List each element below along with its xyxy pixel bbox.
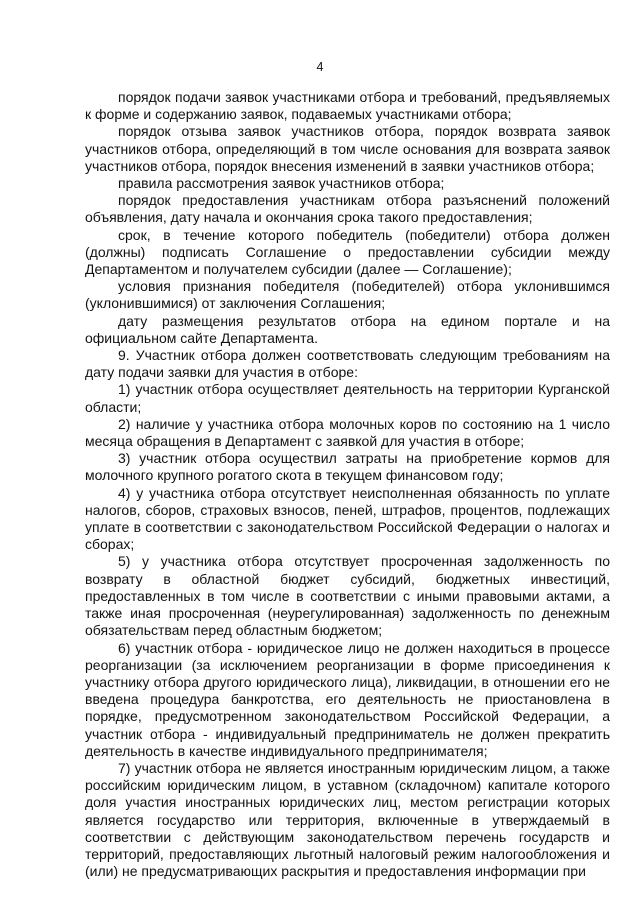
paragraph: правила рассмотрения заявок участников отбора; <box>118 175 445 192</box>
paragraph: 7) участник отбора не является иностранным юридическим лицом, а также российским юридическим лицом, в уставном (складочном) капитале которого доля участия иностранных юридических лиц, местом регистрации которых является государство или территория, включенные в утверждаемый в соответствии с действующим законодательством перечень государств и территорий, предоставляющих льготный налоговый режим налогообложения и (или) не предусматривающих раскрытия и предоставления информации при <box>85 759 610 880</box>
paragraph: 3) участник отбора осуществил затраты на приобретение кормов для молочного крупного рогатого скота в текущем финансовом году; <box>85 450 610 484</box>
page-number: 4 <box>316 60 324 74</box>
paragraph: 9. Участник отбора должен соответствовать следующим требованиям на дату подачи заявки для участия в отборе: <box>85 347 610 381</box>
paragraph: 5) у участника отбора отсутствует просроченная задолженность по возврату в областной бюджет субсидий, бюджетных инвестиций, предоставленных в том числе в соответствии с иными правовыми актами, а также иная просроченная (неурегулированная) задолженность по денежным обязательствам перед областным бюджетом; <box>85 553 610 639</box>
paragraph: срок, в течение которого победитель (победители) отбора должен (должны) подписать Соглашение о предоставлении субсидии между Департаментом и получателем субсидии (далее — Соглашение); <box>85 226 610 278</box>
paragraph: условия признания победителя (победителей) отбора уклонившимся (уклонившимися) от заключения Соглашения; <box>85 278 610 312</box>
document-body <box>85 89 610 880</box>
paragraph: 6) участник отбора - юридическое лицо не должен находиться в процессе реорганизации (за исключением реорганизации в форме присоединения к участнику отбора другого юридического лица), ликвидации, в отношении его не введена процедура банкротства, его деятельность не приостановлена в порядке, предусмотренном законодательством Российской Федерации, а участник отбора - индивидуальный предприниматель не должен прекратить деятельность в качестве индивидуального предпринимателя; <box>85 639 610 759</box>
paragraph: 4) у участника отбора отсутствует неисполненная обязанность по уплате налогов, сборов, страховых взносов, пеней, штрафов, процентов, подлежащих уплате в соответствии с законодательством Российской Федерации о налогах и сборах; <box>85 484 610 553</box>
paragraph: 1) участник отбора осуществляет деятельность на территории Курганской области; <box>85 381 610 415</box>
paragraph: порядок отзыва заявок участников отбора, порядок возврата заявок участников отбора, определяющий в том числе основания для возврата заявок участников отбора, порядок внесения изменений в заявки участников отбора; <box>85 123 610 174</box>
paragraph: дату размещения результатов отбора на едином портале и на официальном сайте Департамента. <box>85 312 610 346</box>
paragraph: порядок подачи заявок участниками отбора и требований, предъявляемых к форме и содержанию заявок, подаваемых участниками отбора; <box>85 89 610 123</box>
paragraph: 2) наличие у участника отбора молочных коров по состоянию на 1 число месяца обращения в Департамент с заявкой для участия в отборе; <box>85 415 610 450</box>
paragraph: порядок предоставления участникам отбора разъяснений положений объявления, дату начала и окончания срока такого предоставления; <box>85 192 610 226</box>
